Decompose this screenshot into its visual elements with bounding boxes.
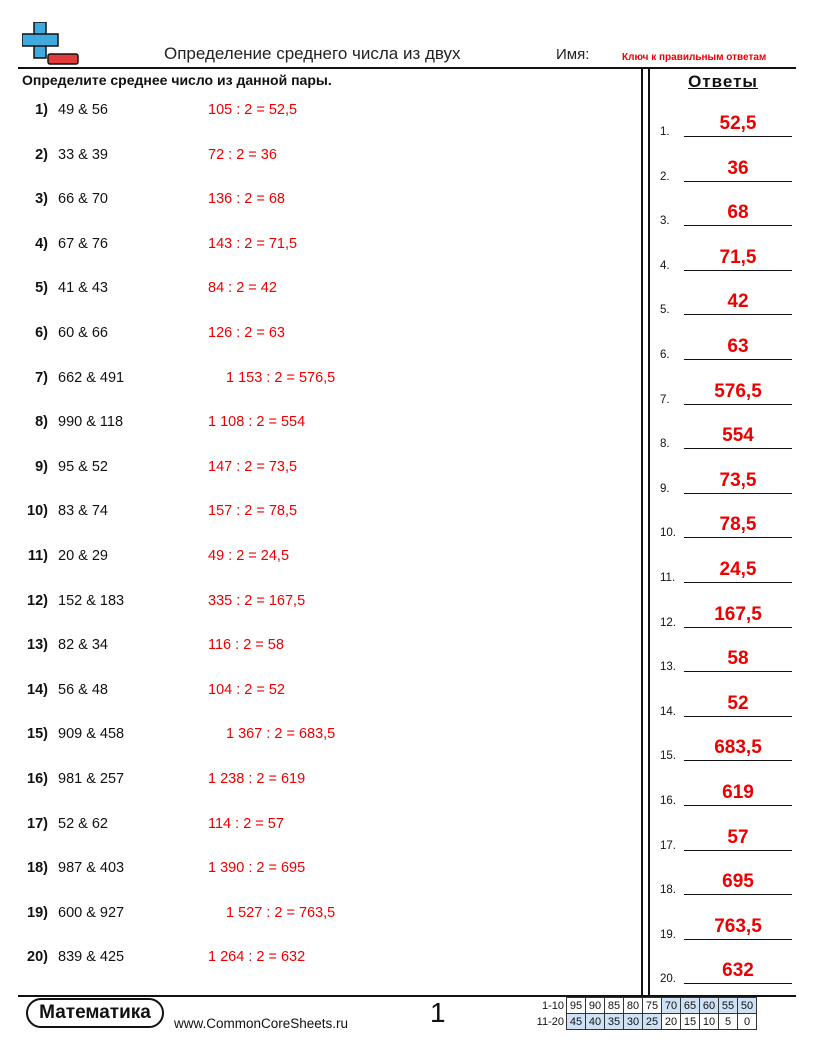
score-cell: 50 [738,998,757,1014]
name-label: Имя: [556,46,590,63]
number-pair: 60 & 66 [58,325,108,341]
answer-row [660,767,792,807]
answer-number: 11. [660,572,676,584]
score-cell: 45 [567,1014,586,1030]
answer-value: 763,5 [714,915,762,937]
answer-row [660,678,792,718]
problem-row [0,905,640,925]
score-table [528,997,757,1030]
solution-work: 1 390 : 2 = 695 [208,860,306,877]
answer-line [684,894,792,895]
solution-work: 157 : 2 = 78,5 [208,503,298,520]
problem-row [0,637,640,657]
answer-line [684,136,792,137]
answer-value: 619 [722,782,754,803]
number-pair: 49 & 56 [58,102,108,118]
answer-value: 36 [727,157,749,179]
problem-row [0,503,640,523]
score-row [528,1014,757,1030]
column-divider-right [648,67,650,995]
problem-number: 17) [27,815,48,832]
solution-work: 143 : 2 = 71,5 [208,235,298,252]
number-pair: 987 & 403 [58,860,125,877]
answer-line [684,537,792,538]
number-pair: 152 & 183 [58,592,125,609]
worksheet-title: Определение среднего числа из двух [164,44,461,63]
answer-line [684,805,792,806]
score-cell: 5 [719,1014,738,1030]
answer-number: 1. [660,126,670,138]
problem-row [0,280,640,300]
score-cell: 20 [662,1014,681,1030]
number-pair: 95 & 52 [58,458,108,475]
answer-value: 683,5 [714,737,762,759]
number-pair: 41 & 43 [58,280,108,297]
answer-value: 63 [727,336,749,357]
solution-work: 72 : 2 = 36 [208,146,277,163]
solution-work: 84 : 2 = 42 [208,280,277,297]
score-range-label: 11-20 [536,1015,564,1028]
problem-number: 19) [27,904,48,921]
solution-work: 1 238 : 2 = 619 [208,771,306,787]
problem-row [0,147,640,167]
answer-number: 10. [660,527,676,540]
answer-number: 17. [660,839,676,852]
answer-line [684,939,792,940]
answer-line [684,760,792,761]
answer-value: 554 [722,425,754,447]
header-divider [18,67,796,69]
score-cell: 95 [567,998,586,1014]
site-url: www.CommonCoreSheets.ru [174,1016,349,1031]
answer-value: 68 [727,202,749,224]
answer-value: 42 [727,291,749,313]
answer-number: 16. [660,795,676,807]
answer-line [684,983,792,984]
answer-line [684,270,792,271]
answer-line [684,671,792,672]
score-cell: 0 [738,1014,757,1030]
answer-value: 632 [722,960,754,982]
answer-number: 19. [660,928,676,941]
problem-number: 14) [27,681,48,698]
answer-row [660,544,792,584]
solution-work: 114 : 2 = 57 [208,815,284,832]
answer-number: 5. [660,304,670,317]
problem-row [0,459,640,479]
problem-number: 5) [35,280,48,297]
solution-work: 126 : 2 = 63 [208,325,285,341]
answer-row [660,321,792,361]
answer-number: 13. [660,661,676,674]
answer-row [660,276,792,316]
problem-row [0,593,640,613]
problem-number: 12) [27,592,48,609]
problem-row [0,949,640,969]
answer-row [660,187,792,227]
problem-number: 9) [35,458,48,475]
answers-title: Ответы [688,72,758,91]
score-cell: 90 [586,998,605,1014]
problem-row [0,860,640,880]
answer-number: 8. [660,438,670,451]
brand-badge: Математика [26,998,164,1028]
score-cell: 35 [605,1014,624,1030]
score-cell: 80 [624,998,643,1014]
problem-row [0,236,640,256]
answer-line [684,359,792,360]
answer-row [660,633,792,673]
answer-value: 52,5 [719,113,757,134]
number-pair: 839 & 425 [58,949,125,966]
answer-line [684,225,792,226]
problem-row [0,370,640,390]
answer-line [684,181,792,182]
score-cell: 60 [700,998,719,1014]
answer-row [660,455,792,495]
problem-number: 2) [35,146,48,163]
number-pair: 82 & 34 [58,637,108,654]
number-pair: 600 & 927 [58,904,125,921]
number-pair: 56 & 48 [58,681,108,698]
score-cell: 40 [586,1014,605,1030]
number-pair: 33 & 39 [58,146,108,163]
answer-line [684,404,792,405]
answer-value: 695 [722,871,754,893]
answer-line [684,448,792,449]
solution-work: 1 367 : 2 = 683,5 [226,726,336,743]
answer-value: 78,5 [719,514,757,536]
answer-row [660,410,792,450]
answer-number: 20. [660,973,676,986]
solution-work: 1 153 : 2 = 576,5 [226,369,336,386]
answer-key-label: Ключ к правильным ответам [622,52,767,63]
problem-row [0,548,640,568]
score-cell: 75 [643,998,662,1014]
answer-number: 3. [660,215,670,228]
answer-row [660,499,792,539]
number-pair: 909 & 458 [58,726,125,743]
answer-row [660,812,792,852]
problem-row [0,771,640,791]
answer-row [660,366,792,406]
answer-row [660,856,792,896]
answer-value: 57 [727,826,749,848]
answer-number: 15. [660,750,676,763]
problem-number: 11) [27,548,48,564]
answer-number: 9. [660,482,670,495]
number-pair: 662 & 491 [58,369,125,386]
answer-line [684,493,792,494]
number-pair: 52 & 62 [58,815,108,832]
number-pair: 66 & 70 [58,191,108,208]
problem-number: 4) [35,235,48,252]
answer-number: 7. [660,393,670,406]
answer-value: 71,5 [719,246,757,268]
answer-line [684,582,792,583]
problem-number: 15) [27,726,48,743]
solution-work: 335 : 2 = 167,5 [208,592,306,609]
solution-work: 1 108 : 2 = 554 [208,414,306,431]
answer-row [660,98,792,138]
answer-line [684,314,792,315]
score-cell: 15 [681,1014,700,1030]
solution-work: 1 264 : 2 = 632 [208,949,306,966]
answer-value: 73,5 [719,469,757,491]
solution-work: 136 : 2 = 68 [208,191,285,208]
problem-number: 20) [27,949,48,966]
problem-number: 18) [27,860,48,877]
problem-number: 13) [27,637,48,654]
answer-number: 6. [660,349,670,361]
solution-work: 104 : 2 = 52 [208,681,285,698]
score-cell: 10 [700,1014,719,1030]
problem-row [0,682,640,702]
answer-number: 14. [660,705,676,718]
problem-number: 16) [27,771,48,787]
problem-row [0,325,640,345]
problem-row [0,816,640,836]
answer-line [684,850,792,851]
solution-work: 105 : 2 = 52,5 [208,102,298,118]
answer-row [660,232,792,272]
number-pair: 981 & 257 [58,771,125,787]
answer-row [660,722,792,762]
score-row [528,998,757,1014]
problem-row [0,726,640,746]
answer-line [684,627,792,628]
score-cell: 30 [624,1014,643,1030]
solution-work: 116 : 2 = 58 [208,637,284,654]
problem-number: 3) [35,191,48,208]
score-cell: 70 [662,998,681,1014]
solution-work: 147 : 2 = 73,5 [208,458,298,475]
problem-row [0,414,640,434]
answer-value: 58 [727,648,749,670]
problem-number: 10) [27,503,48,520]
answer-number: 4. [660,259,670,272]
solution-work: 49 : 2 = 24,5 [208,548,290,564]
score-range-label: 1-10 [541,999,564,1012]
problem-number: 6) [35,325,48,341]
score-cell: 85 [605,998,624,1014]
answer-number: 2. [660,170,670,183]
score-cell: 55 [719,998,738,1014]
problem-number: 1) [35,102,48,118]
problem-row [0,102,640,122]
answer-value: 167,5 [714,603,762,625]
answer-line [684,716,792,717]
number-pair: 990 & 118 [58,414,124,431]
instruction-text: Определите среднее число из данной пары. [22,72,332,88]
problem-row [0,191,640,211]
problem-number: 7) [35,369,48,386]
answer-value: 24,5 [719,559,757,580]
column-divider-left [641,67,643,995]
answer-row [660,945,792,985]
answer-value: 52 [727,692,749,714]
number-pair: 20 & 29 [58,548,108,564]
solution-work: 1 527 : 2 = 763,5 [226,904,336,921]
score-cell: 65 [681,998,700,1014]
answer-row [660,901,792,941]
answer-value: 576,5 [714,380,762,402]
page-number: 1 [430,997,446,1028]
answer-row [660,143,792,183]
answer-number: 12. [660,616,676,629]
number-pair: 83 & 74 [58,503,108,520]
score-cell: 25 [643,1014,662,1030]
number-pair: 67 & 76 [58,235,108,252]
plus-minus-logo-icon [22,22,80,68]
problem-number: 8) [35,414,48,431]
answer-row [660,589,792,629]
answer-number: 18. [660,884,676,897]
